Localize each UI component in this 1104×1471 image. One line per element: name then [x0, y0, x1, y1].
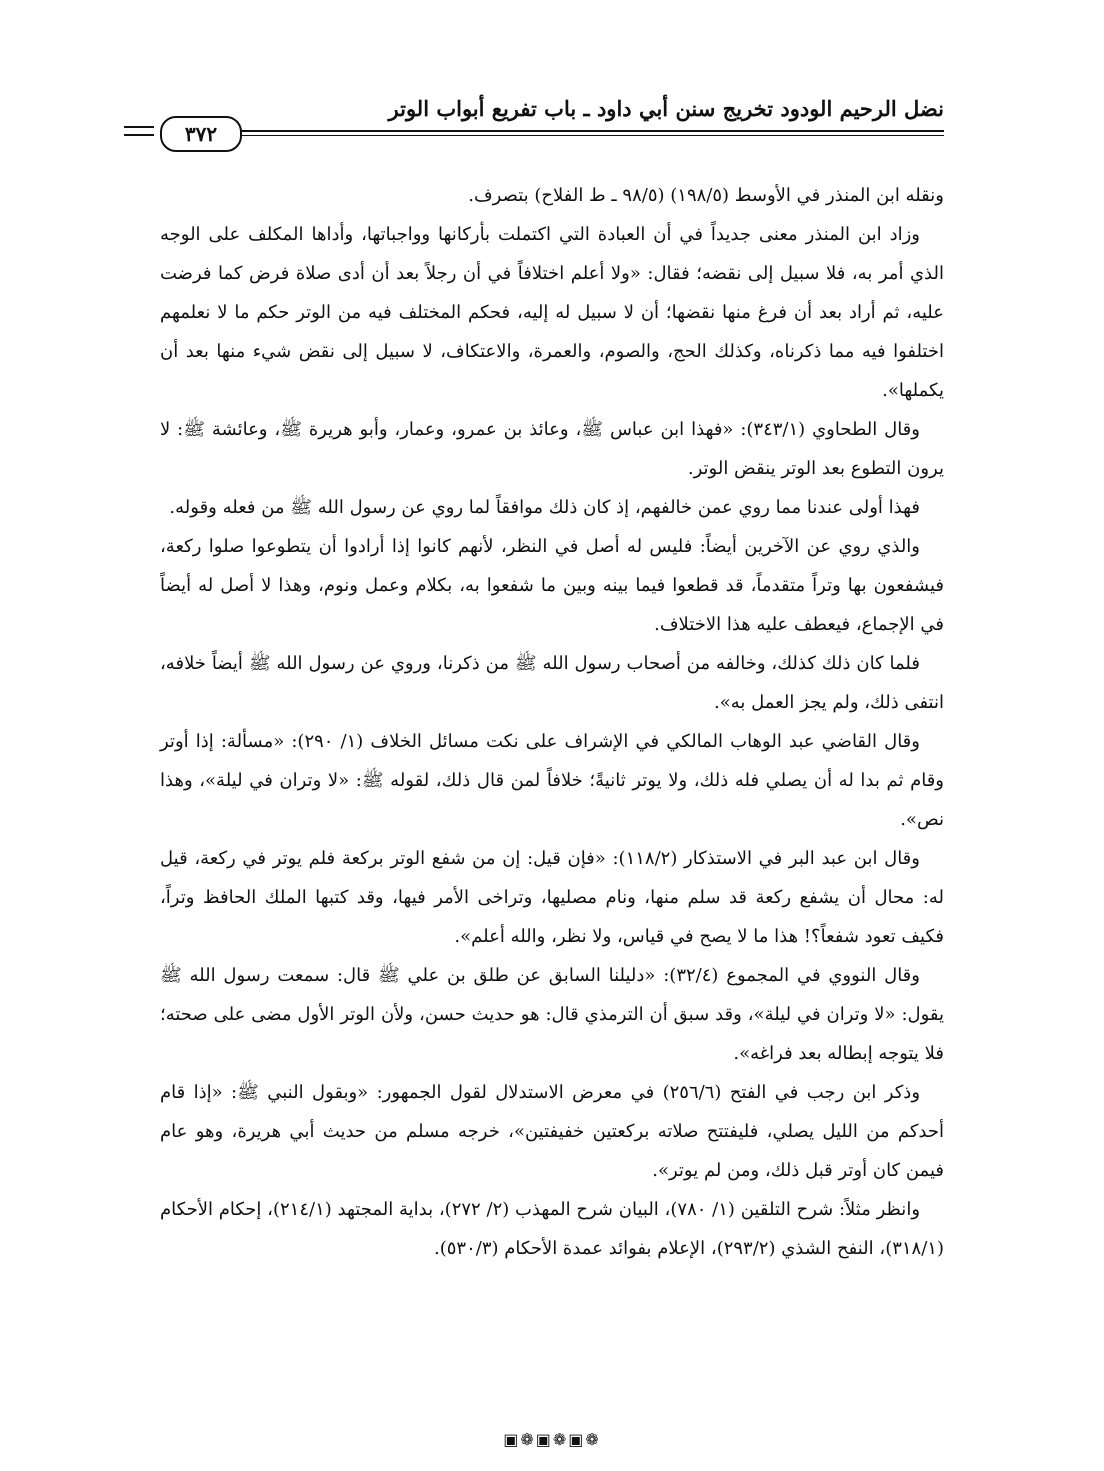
paragraph-8: وقال ابن عبد البر في الاستذكار (١١٨/٢): «فإن قيل: إن من شفع الوتر بركعة فلم يوتر في ركعة، قيل له: محال أن يشفع ركعة قد سلم منها، ونام مصليها، وتراخى الأمر فيها، وقد كتبها الملك الحافظ وتراً، فكيف تعود شفعاً؟! هذا ما لا يصح في قياس، ولا نظر، والله أعلم».	[160, 848, 944, 947]
paragraph-11: وانظر مثلاً: شرح التلقين (١/ ٧٨٠)، البيان شرح المهذب (٢/ ٢٧٢)، بداية المجتهد (٢١٤/١)، إحكام الأحكام (٣١٨/١)، النفح الشذي (٢٩٣/٢)، الإعلام بفوائد عمدة الأحكام (٥٣٠/٣).	[160, 1199, 944, 1259]
header-rule-top	[236, 130, 944, 132]
header-rule-bottom	[236, 135, 944, 136]
paragraph-5: والذي روي عن الآخرين أيضاً: فليس له أصل في النظر، لأنهم كانوا إذا أرادوا أن يتطوعوا صلوا ركعة، فيشفعون بها وتراً متقدماً، قد قطعوا فيما بينه وبين ما شفعوا به، بكلام وعمل ونوم، وهذا لا أصل له أيضاً في الإجماع، فيعطف عليه هذا الاختلاف.	[160, 536, 944, 635]
paragraph-3: وقال الطحاوي (٣٤٣/١): «فهذا ابن عباس ﷺ، وعائذ بن عمرو، وعمار، وأبو هريرة ﷺ، وعائشة ﷺ: لا يرون التطوع بعد الوتر ينقض الوتر.	[160, 419, 944, 479]
footer-ornament: ❁▣❁▣❁▣	[503, 1430, 601, 1449]
page-header	[160, 96, 944, 156]
paragraph-1: ونقله ابن المنذر في الأوسط (١٩٨/٥) (٩٨/٥ ـ ط الفلاح) بتصرف.	[468, 185, 944, 206]
paragraph-2: وزاد ابن المنذر معنى جديداً في أن العبادة التي اكتملت بأركانها وواجباتها، وأداها المكلف على الوجه الذي أمر به، فلا سبيل إلى نقضه؛ فقال: «ولا أعلم اختلافاً في أن رجلاً بعد أن أدى صلاة فرض كما فرضت عليه، ثم أراد بعد أن فرغ منها نقضها؛ أن لا سبيل له إليه، فحكم المختلف فيه من الوتر حكم ما لا نعلمهم اختلفوا فيه مما ذكرناه، وكذلك الحج، والصوم، والعمرة، والاعتكاف، لا سبيل إلى نقض شيء منها بعد أن يكملها».	[160, 224, 944, 401]
page-number-ornament	[124, 126, 154, 136]
paragraph-7: وقال القاضي عبد الوهاب المالكي في الإشراف على نكت مسائل الخلاف (١/ ٢٩٠): «مسألة: إذا أوتر وقام ثم بدا له أن يصلي فله ذلك، ولا يوتر ثانيةً؛ خلافاً لمن قال ذلك، لقوله ﷺ: «لا وتران في ليلة»، وهذا نص».	[160, 731, 944, 830]
paragraph-6: فلما كان ذلك كذلك، وخالفه من أصحاب رسول الله ﷺ من ذكرنا، وروي عن رسول الله ﷺ أيضاً خلافه، انتفى ذلك، ولم يجز العمل به».	[160, 653, 944, 713]
running-title: نضل الرحيم الودود تخريج سنن أبي داود ـ باب تفريع أبواب الوتر	[388, 96, 944, 121]
body-text	[160, 176, 944, 1268]
paragraph-9: وقال النووي في المجموع (٣٢/٤): «دليلنا السابق عن طلق بن علي ﷺ قال: سمعت رسول الله ﷺ يقول: «لا وتران في ليلة»، وقد سبق أن الترمذي قال: هو حديث حسن، ولأن الوتر الأول مضى على صحته؛ فلا يتوجه إبطاله بعد فراغه».	[160, 965, 944, 1064]
paragraph-4: فهذا أولى عندنا مما روي عمن خالفهم، إذ كان ذلك موافقاً لما روي عن رسول الله ﷺ من فعله وقوله.	[169, 497, 920, 518]
page-number: ٣٧٢	[160, 116, 242, 152]
paragraph-10: وذكر ابن رجب في الفتح (٢٥٦/٦) في معرض الاستدلال لقول الجمهور: «وبقول النبي ﷺ: «إذا قام أحدكم من الليل يصلي، فليفتتح صلاته بركعتين خفيفتين»، خرجه مسلم من حديث أبي هريرة، وهو عام فيمن كان أوتر قبل ذلك، ومن لم يوتر».	[160, 1082, 944, 1181]
